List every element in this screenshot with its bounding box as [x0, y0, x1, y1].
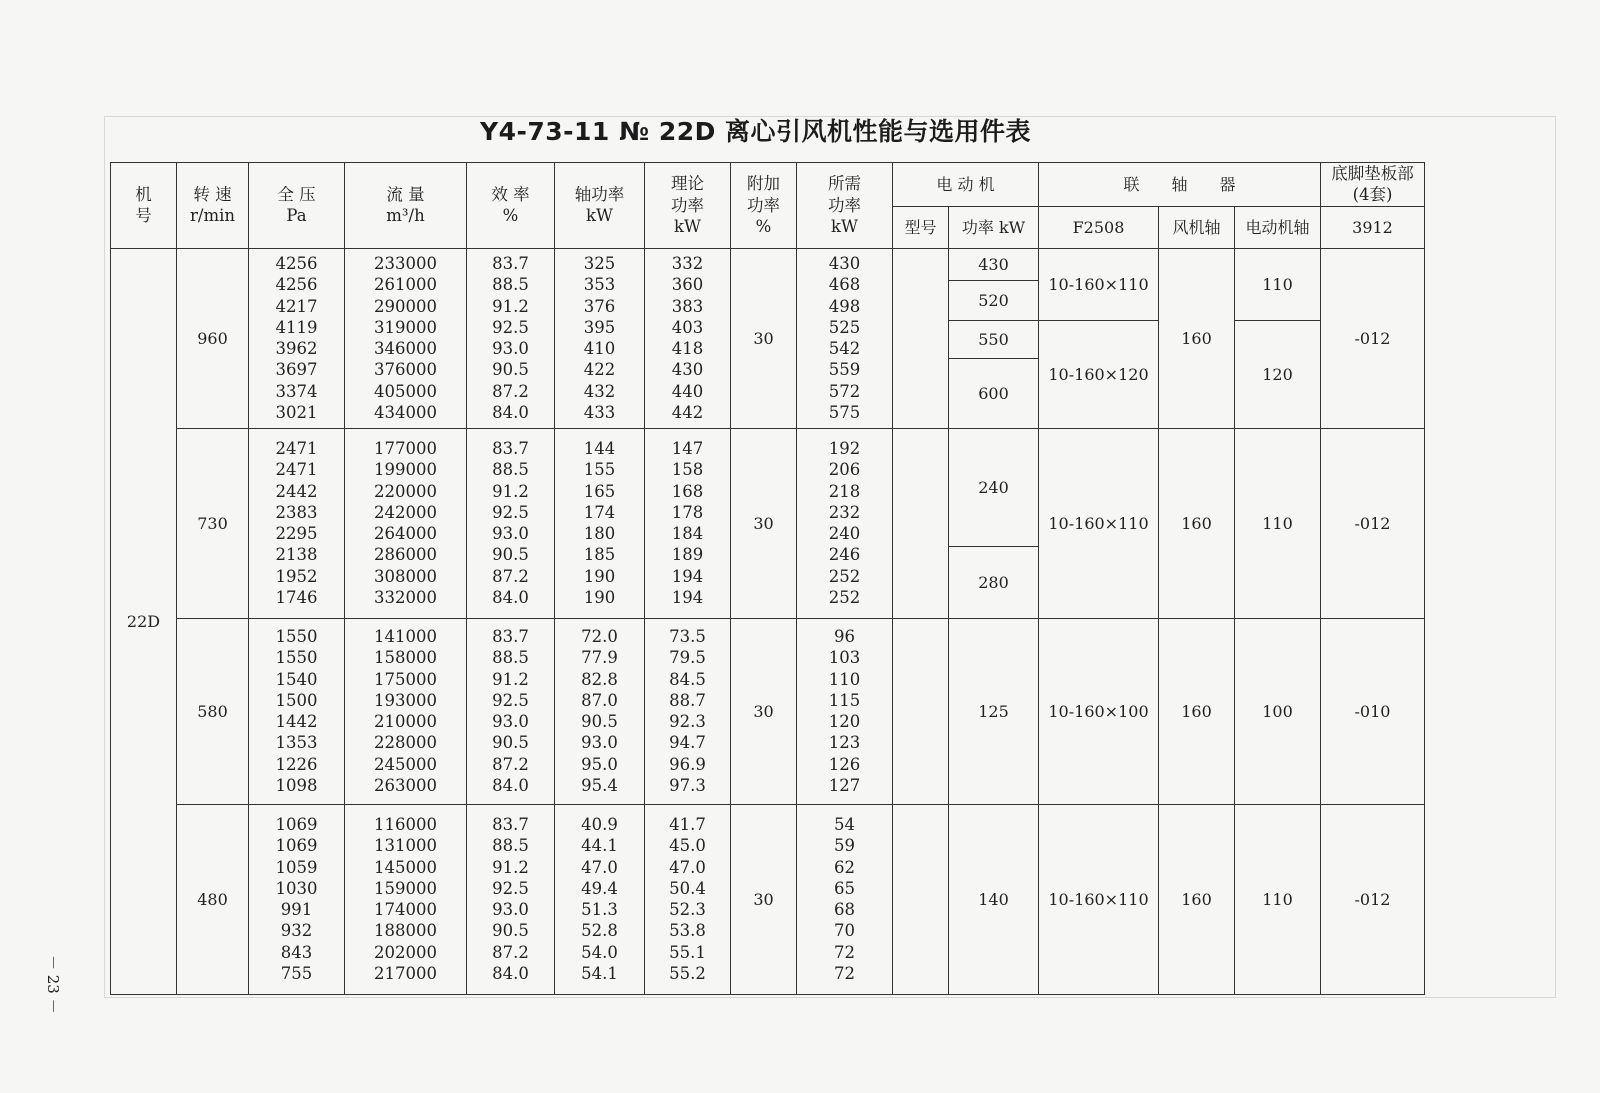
theory-power-cell — [645, 248, 731, 428]
value-line: 332 — [671, 253, 704, 273]
value-line: 286000 — [374, 545, 437, 565]
value-line: 192 — [828, 438, 861, 458]
col-motor-shaft: 电动机轴 — [1235, 206, 1321, 248]
value-line: 95.0 — [581, 754, 618, 774]
base-plate-cell: -012 — [1321, 804, 1425, 994]
value-line: 1069 — [275, 814, 318, 834]
value-line: 51.3 — [581, 900, 618, 920]
pressure-cell — [249, 428, 345, 618]
page-number: － 23 － — [44, 955, 62, 1014]
value-line: 73.5 — [669, 626, 706, 646]
base-plate-cell: -012 — [1321, 428, 1425, 618]
value-line: 319000 — [374, 317, 437, 337]
value-line: 92.5 — [492, 878, 529, 898]
value-line: 434000 — [374, 402, 437, 422]
fan-shaft-cell: 160 — [1159, 618, 1235, 804]
col-pressure: 全 压 Pa — [249, 163, 345, 249]
value-line: 55.2 — [669, 963, 706, 983]
col-base-plate-code: 3912 — [1321, 206, 1425, 248]
value-line: 572 — [828, 381, 861, 401]
value-line: 1952 — [275, 566, 318, 586]
value-line: 325 — [583, 253, 616, 273]
value-line: 174 — [583, 502, 616, 522]
speed-cell: 730 — [177, 428, 249, 618]
motor-shaft-cell: 110 — [1235, 804, 1321, 994]
base-plate-cell: -010 — [1321, 618, 1425, 804]
motor-power-cell: 430 — [949, 248, 1039, 280]
value-line: 190 — [583, 587, 616, 607]
efficiency-cell — [467, 248, 555, 428]
value-line: 155 — [583, 460, 616, 480]
value-line: 84.0 — [492, 775, 529, 795]
value-line: 228000 — [374, 733, 437, 753]
value-line: 116000 — [374, 814, 437, 834]
value-line: 418 — [671, 339, 704, 359]
coupling-cell: 10-160×110 — [1039, 248, 1159, 320]
motor-shaft-cell: 110 — [1235, 248, 1321, 320]
motor-power-cell: 125 — [949, 618, 1039, 804]
value-line: 92.5 — [492, 317, 529, 337]
shaft-power-cell — [555, 618, 645, 804]
value-line: 93.0 — [492, 900, 529, 920]
value-line: 403 — [671, 317, 704, 337]
value-line: 177000 — [374, 438, 437, 458]
value-line: 84.5 — [669, 669, 706, 689]
value-line: 210000 — [374, 712, 437, 732]
value-line: 87.0 — [581, 690, 618, 710]
value-line: 83.7 — [492, 253, 529, 273]
shaft-power-cell — [555, 804, 645, 994]
value-line: 1550 — [275, 626, 318, 646]
value-line: 88.5 — [492, 275, 529, 295]
value-line: 87.2 — [492, 754, 529, 774]
extra-power-cell: 30 — [731, 618, 797, 804]
value-line: 932 — [280, 921, 313, 941]
value-line: 147 — [671, 438, 704, 458]
value-line: 188000 — [374, 921, 437, 941]
value-line: 180 — [583, 524, 616, 544]
value-line: 4256 — [275, 253, 318, 273]
value-line: 70 — [834, 921, 855, 941]
value-line: 144 — [583, 438, 616, 458]
value-line: 47.0 — [581, 857, 618, 877]
flow-cell — [345, 428, 467, 618]
value-line: 83.7 — [492, 438, 529, 458]
value-line: 90.5 — [492, 733, 529, 753]
value-line: 94.7 — [669, 733, 706, 753]
value-line: 240 — [828, 524, 861, 544]
coupling-cell: 10-160×110 — [1039, 428, 1159, 618]
value-line: 1226 — [275, 754, 318, 774]
col-coupling: 联 轴 器 — [1039, 163, 1321, 207]
motor-shaft-cell: 100 — [1235, 618, 1321, 804]
col-machine-no: 机 号 — [111, 163, 177, 249]
value-line: 2138 — [275, 545, 318, 565]
fan-shaft-cell: 160 — [1159, 248, 1235, 428]
value-line: 383 — [671, 296, 704, 316]
flow-cell — [345, 804, 467, 994]
value-line: 79.5 — [669, 648, 706, 668]
motor-power-cell: 240 — [949, 428, 1039, 546]
value-line: 88.7 — [669, 690, 706, 710]
value-line: 174000 — [374, 900, 437, 920]
coupling-cell: 10-160×110 — [1039, 804, 1159, 994]
value-line: 332000 — [374, 587, 437, 607]
motor-power-cell: 600 — [949, 358, 1039, 428]
motor-shaft-cell: 110 — [1235, 428, 1321, 618]
value-line: 90.5 — [492, 360, 529, 380]
value-line: 77.9 — [581, 648, 618, 668]
value-line: 376 — [583, 296, 616, 316]
value-line: 376000 — [374, 360, 437, 380]
value-line: 72 — [834, 942, 855, 962]
extra-power-cell: 30 — [731, 428, 797, 618]
value-line: 91.2 — [492, 669, 529, 689]
value-line: 92.5 — [492, 690, 529, 710]
value-line: 145000 — [374, 857, 437, 877]
value-line: 410 — [583, 339, 616, 359]
value-line: 50.4 — [669, 878, 706, 898]
value-line: 87.2 — [492, 381, 529, 401]
value-line: 2442 — [275, 481, 318, 501]
efficiency-cell — [467, 804, 555, 994]
performance-table — [110, 162, 1425, 995]
value-line: 3374 — [275, 381, 318, 401]
motor-power-cell: 550 — [949, 320, 1039, 358]
value-line: 233000 — [374, 253, 437, 273]
value-line: 141000 — [374, 626, 437, 646]
value-line: 83.7 — [492, 814, 529, 834]
value-line: 559 — [828, 360, 861, 380]
motor-power-cell: 280 — [949, 546, 1039, 618]
value-line: 158000 — [374, 648, 437, 668]
header-row — [111, 163, 1425, 207]
value-line: 468 — [828, 275, 861, 295]
value-line: 65 — [834, 878, 855, 898]
value-line: 159000 — [374, 878, 437, 898]
speed-cell: 580 — [177, 618, 249, 804]
efficiency-cell — [467, 618, 555, 804]
value-line: 263000 — [374, 775, 437, 795]
value-line: 54.1 — [581, 963, 618, 983]
value-line: 178 — [671, 502, 704, 522]
value-line: 1098 — [275, 775, 318, 795]
value-line: 190 — [583, 566, 616, 586]
value-line: 2383 — [275, 502, 318, 522]
value-line: 93.0 — [492, 339, 529, 359]
value-line: 1069 — [275, 836, 318, 856]
value-line: 194 — [671, 587, 704, 607]
value-line: 62 — [834, 857, 855, 877]
value-line: 433 — [583, 402, 616, 422]
value-line: 430 — [671, 360, 704, 380]
table-row-730 — [111, 428, 1425, 546]
table-row-960 — [111, 248, 1425, 280]
value-line: 91.2 — [492, 857, 529, 877]
machine-no-cell: 22D — [111, 248, 177, 994]
value-line: 252 — [828, 566, 861, 586]
value-line: 242000 — [374, 502, 437, 522]
value-line: 175000 — [374, 669, 437, 689]
value-line: 91.2 — [492, 296, 529, 316]
value-line: 120 — [828, 712, 861, 732]
value-line: 440 — [671, 381, 704, 401]
extra-power-cell: 30 — [731, 248, 797, 428]
value-line: 346000 — [374, 339, 437, 359]
col-motor-power: 功率 kW — [949, 206, 1039, 248]
value-line: 96 — [834, 626, 855, 646]
value-line: 395 — [583, 317, 616, 337]
value-line: 88.5 — [492, 460, 529, 480]
value-line: 115 — [828, 690, 861, 710]
value-line: 194 — [671, 566, 704, 586]
value-line: 193000 — [374, 690, 437, 710]
value-line: 1030 — [275, 878, 318, 898]
value-line: 49.4 — [581, 878, 618, 898]
value-line: 1059 — [275, 857, 318, 877]
value-line: 93.0 — [581, 733, 618, 753]
value-line: 246 — [828, 545, 861, 565]
value-line: 2471 — [275, 460, 318, 480]
value-line: 4256 — [275, 275, 318, 295]
value-line: 127 — [828, 775, 861, 795]
theory-power-cell — [645, 428, 731, 618]
value-line: 261000 — [374, 275, 437, 295]
value-line: 59 — [834, 836, 855, 856]
value-line: 432 — [583, 381, 616, 401]
value-line: 991 — [280, 900, 313, 920]
value-line: 360 — [671, 275, 704, 295]
value-line: 1500 — [275, 690, 318, 710]
value-line: 92.3 — [669, 712, 706, 732]
col-base-plate: 底脚垫板部 (4套) — [1321, 163, 1425, 207]
value-line: 3962 — [275, 339, 318, 359]
base-plate-cell: -012 — [1321, 248, 1425, 428]
value-line: 4119 — [275, 317, 318, 337]
value-line: 353 — [583, 275, 616, 295]
value-line: 430 — [828, 253, 861, 273]
value-line: 405000 — [374, 381, 437, 401]
value-line: 52.3 — [669, 900, 706, 920]
value-line: 90.5 — [492, 545, 529, 565]
value-line: 442 — [671, 402, 704, 422]
value-line: 2471 — [275, 438, 318, 458]
motor-model-cell — [893, 428, 949, 618]
value-line: 82.8 — [581, 669, 618, 689]
value-line: 1442 — [275, 712, 318, 732]
motor-shaft-cell: 120 — [1235, 320, 1321, 428]
value-line: 131000 — [374, 836, 437, 856]
theory-power-cell — [645, 804, 731, 994]
value-line: 4217 — [275, 296, 318, 316]
col-fan-shaft: 风机轴 — [1159, 206, 1235, 248]
value-line: 3021 — [275, 402, 318, 422]
value-line: 90.5 — [581, 712, 618, 732]
coupling-cell: 10-160×100 — [1039, 618, 1159, 804]
value-line: 165 — [583, 481, 616, 501]
col-shaft-power: 轴功率 kW — [555, 163, 645, 249]
value-line: 1550 — [275, 648, 318, 668]
value-line: 168 — [671, 481, 704, 501]
value-line: 3697 — [275, 360, 318, 380]
value-line: 525 — [828, 317, 861, 337]
value-line: 189 — [671, 545, 704, 565]
col-speed: 转 速 r/min — [177, 163, 249, 249]
speed-cell: 960 — [177, 248, 249, 428]
value-line: 55.1 — [669, 942, 706, 962]
speed-cell: 480 — [177, 804, 249, 994]
value-line: 218 — [828, 481, 861, 501]
value-line: 158 — [671, 460, 704, 480]
flow-cell — [345, 248, 467, 428]
value-line: 232 — [828, 502, 861, 522]
extra-power-cell: 30 — [731, 804, 797, 994]
motor-model-cell — [893, 804, 949, 994]
shaft-power-cell — [555, 248, 645, 428]
value-line: 245000 — [374, 754, 437, 774]
value-line: 95.4 — [581, 775, 618, 795]
table-row-480 — [111, 804, 1425, 994]
value-line: 290000 — [374, 296, 437, 316]
value-line: 87.2 — [492, 942, 529, 962]
col-theory-power: 理论 功率 kW — [645, 163, 731, 249]
value-line: 88.5 — [492, 836, 529, 856]
value-line: 202000 — [374, 942, 437, 962]
coupling-cell: 10-160×120 — [1039, 320, 1159, 428]
value-line: 84.0 — [492, 963, 529, 983]
value-line: 199000 — [374, 460, 437, 480]
value-line: 252 — [828, 587, 861, 607]
fan-shaft-cell: 160 — [1159, 804, 1235, 994]
required-power-cell — [797, 804, 893, 994]
value-line: 206 — [828, 460, 861, 480]
value-line: 83.7 — [492, 626, 529, 646]
value-line: 47.0 — [669, 857, 706, 877]
value-line: 185 — [583, 545, 616, 565]
value-line: 53.8 — [669, 921, 706, 941]
col-flow: 流 量 m³/h — [345, 163, 467, 249]
value-line: 1746 — [275, 587, 318, 607]
value-line: 575 — [828, 402, 861, 422]
value-line: 84.0 — [492, 587, 529, 607]
value-line: 41.7 — [669, 814, 706, 834]
value-line: 54.0 — [581, 942, 618, 962]
col-motor: 电 动 机 — [893, 163, 1039, 207]
value-line: 44.1 — [581, 836, 618, 856]
value-line: 217000 — [374, 963, 437, 983]
motor-model-cell — [893, 248, 949, 428]
motor-power-cell: 140 — [949, 804, 1039, 994]
value-line: 72 — [834, 963, 855, 983]
col-extra-power: 附加 功率 % — [731, 163, 797, 249]
required-power-cell — [797, 428, 893, 618]
value-line: 110 — [828, 669, 861, 689]
value-line: 126 — [828, 754, 861, 774]
value-line: 68 — [834, 900, 855, 920]
required-power-cell — [797, 248, 893, 428]
page-title: Y4-73-11 № 22D 离心引风机性能与选用件表 — [480, 117, 1032, 146]
pressure-cell — [249, 618, 345, 804]
value-line: 843 — [280, 942, 313, 962]
value-line: 2295 — [275, 524, 318, 544]
value-line: 84.0 — [492, 402, 529, 422]
value-line: 54 — [834, 814, 855, 834]
value-line: 72.0 — [581, 626, 618, 646]
value-line: 91.2 — [492, 481, 529, 501]
value-line: 92.5 — [492, 502, 529, 522]
col-required-power: 所需 功率 kW — [797, 163, 893, 249]
value-line: 1540 — [275, 669, 318, 689]
value-line: 220000 — [374, 481, 437, 501]
pressure-cell — [249, 804, 345, 994]
value-line: 308000 — [374, 566, 437, 586]
value-line: 184 — [671, 524, 704, 544]
value-line: 123 — [828, 733, 861, 753]
value-line: 542 — [828, 339, 861, 359]
flow-cell — [345, 618, 467, 804]
value-line: 422 — [583, 360, 616, 380]
value-line: 87.2 — [492, 566, 529, 586]
value-line: 40.9 — [581, 814, 618, 834]
value-line: 90.5 — [492, 921, 529, 941]
required-power-cell — [797, 618, 893, 804]
value-line: 103 — [828, 648, 861, 668]
col-motor-model: 型号 — [893, 206, 949, 248]
value-line: 755 — [280, 963, 313, 983]
col-coupling-code: F2508 — [1039, 206, 1159, 248]
motor-power-cell: 520 — [949, 280, 1039, 320]
value-line: 52.8 — [581, 921, 618, 941]
efficiency-cell — [467, 428, 555, 618]
shaft-power-cell — [555, 428, 645, 618]
value-line: 88.5 — [492, 648, 529, 668]
col-efficiency: 效 率 % — [467, 163, 555, 249]
pressure-cell — [249, 248, 345, 428]
value-line: 264000 — [374, 524, 437, 544]
value-line: 45.0 — [669, 836, 706, 856]
theory-power-cell — [645, 618, 731, 804]
value-line: 498 — [828, 296, 861, 316]
fan-shaft-cell: 160 — [1159, 428, 1235, 618]
value-line: 97.3 — [669, 775, 706, 795]
motor-model-cell — [893, 618, 949, 804]
value-line: 93.0 — [492, 712, 529, 732]
value-line: 1353 — [275, 733, 318, 753]
value-line: 93.0 — [492, 524, 529, 544]
table-row-580 — [111, 618, 1425, 804]
value-line: 96.9 — [669, 754, 706, 774]
